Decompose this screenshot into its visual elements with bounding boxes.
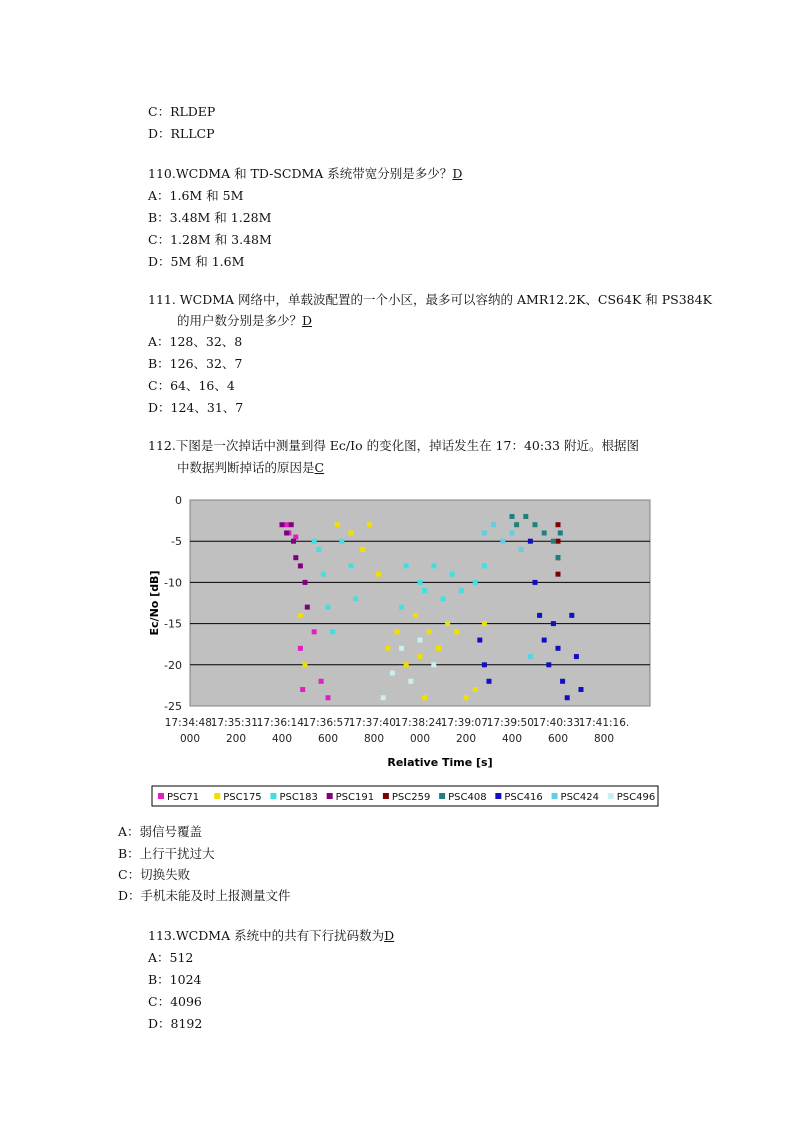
legend-marker [383,793,389,799]
data-point [454,629,459,634]
data-point [565,695,570,700]
x-tick-time-label: 17:39:50. [486,717,538,729]
data-point [510,514,515,519]
x-tick-time-label: 17:41:16. [578,717,630,729]
data-point [482,662,487,667]
data-point [477,638,482,643]
data-point [510,530,515,535]
legend-label: PSC408 [448,792,487,803]
x-tick-time-label: 17:37:40. [348,717,400,729]
legend-label: PSC71 [167,792,200,803]
data-point [280,522,285,527]
data-point [422,695,427,700]
data-point [390,671,395,676]
x-tick-time-label: 17:35:31. [210,717,262,729]
x-tick-number-label: 800 [593,733,615,745]
data-point [491,522,496,527]
data-point [284,530,289,535]
data-point [533,580,538,585]
legend-marker [495,793,501,799]
data-point [519,547,524,552]
data-point [473,687,478,692]
data-point [500,539,505,544]
q111-option-a: A：128、32、8 [148,334,243,349]
q113-option-d: D：8192 [148,1016,203,1031]
x-tick-number-label: 000 [179,733,201,745]
q111-option-c: C：64、16、4 [148,378,235,393]
q110-option-d: D：5M 和 1.6M [148,254,245,269]
data-point [326,695,331,700]
q110-option-b: B：3.48M 和 1.28M [148,210,272,225]
data-point [305,605,310,610]
q112-question-text: 中数据判断掉话的原因是 [177,460,315,475]
data-point [537,613,542,618]
data-point [422,588,427,593]
data-point [556,572,561,577]
data-point [367,522,372,527]
data-point [298,646,303,651]
data-point [431,563,436,568]
data-point [399,605,404,610]
data-point [579,687,584,692]
data-point [441,596,446,601]
q110-option-c: C：1.28M 和 3.48M [148,232,272,247]
x-tick-time-label: 17:39:07. [440,717,492,729]
q109-option-d: D：RLLCP [148,126,215,141]
data-point [330,629,335,634]
data-point [482,621,487,626]
x-tick-number-label: 600 [317,733,339,745]
q109-option-c: C：RLDEP [148,104,216,119]
data-point [551,621,556,626]
x-tick-time-label: 17:34:48. [164,717,216,729]
q113-question-text: 113.WCDMA 系统中的共有下行扰码数为 [148,928,385,943]
data-point [321,572,326,577]
data-point [431,662,436,667]
legend-marker [327,793,333,799]
data-point [445,621,450,626]
q113-answer: D [384,928,395,943]
data-point [289,522,294,527]
data-point [482,563,487,568]
data-point [542,638,547,643]
data-point [319,679,324,684]
x-tick-number-label: 400 [271,733,293,745]
data-point [450,572,455,577]
data-point [312,539,317,544]
q110-answer: D [452,166,463,181]
data-point [482,530,487,535]
legend-marker [270,793,276,799]
data-point [528,654,533,659]
data-point [385,646,390,651]
x-tick-number-label: 600 [547,733,569,745]
data-point [413,613,418,618]
data-point [312,629,317,634]
ecio-chart-svg [140,490,670,820]
data-point [556,522,561,527]
data-point [349,530,354,535]
q111-answer: D [302,313,313,328]
data-point [291,539,296,544]
q112-question-line1: 112.下图是一次掉话中测量到得 Ec/Io 的变化图，掉话发生在 17：40:33 附近。根据图 [148,438,639,453]
data-point [418,580,423,585]
data-point [556,539,561,544]
x-tick-time-label: 17:40:33. [532,717,584,729]
y-tick-label: -25 [164,700,182,713]
q113-option-a: A：512 [148,950,194,965]
data-point [303,662,308,667]
ecio-chart [140,490,670,820]
legend-label: PSC259 [391,792,431,803]
data-point [551,539,556,544]
data-point [436,646,441,651]
data-point [560,679,565,684]
data-point [303,580,308,585]
data-point [404,563,409,568]
q110-question-text: 110.WCDMA 和 TD-SCDMA 系统带宽分别是多少？ [148,166,453,181]
data-point [376,572,381,577]
y-tick-label: -5 [171,535,182,549]
x-tick-time-label: 17:36:14. [256,717,308,729]
q113-question [148,928,394,944]
legend-marker [552,793,558,799]
x-tick-number-label: 000 [409,733,431,745]
data-point [293,555,298,560]
legend-marker [608,793,614,799]
data-point [459,588,464,593]
q110-question [148,166,462,182]
legend-marker [214,793,220,799]
data-point [514,522,519,527]
q112-question-line2 [177,460,324,476]
x-tick-time-label: 17:36:57. [302,717,354,729]
data-point [487,679,492,684]
data-point [556,555,561,560]
data-point [418,638,423,643]
data-point [569,613,574,618]
data-point [546,662,551,667]
q111-question-line1: 111. WCDMA 网络中，单载波配置的一个小区，最多可以容纳的 AMR12.2K、CS64K 和 PS384K [148,292,712,307]
q112-option-d: D：手机未能及时上报测量文件 [118,888,291,903]
x-tick-number-label: 800 [363,733,385,745]
data-point [473,580,478,585]
data-point [300,687,305,692]
data-point [284,522,289,527]
legend-label: PSC496 [616,792,656,803]
legend-label: PSC175 [223,792,262,803]
data-point [360,547,365,552]
q111-option-d: D：124、31、7 [148,400,244,415]
q113-option-b: B：1024 [148,972,202,987]
q110-option-a: A：1.6M 和 5M [148,188,244,203]
data-point [326,605,331,610]
x-axis-title: Relative Time [s] [387,756,493,769]
data-point [408,679,413,684]
data-point [399,646,404,651]
y-tick-label: -10 [164,576,182,590]
data-point [298,563,303,568]
data-point [464,695,469,700]
data-point [523,514,528,519]
q111-option-b: B：126、32、7 [148,356,243,371]
data-point [335,522,340,527]
data-point [298,613,303,618]
y-tick-label: -20 [164,658,182,672]
q113-option-c: C：4096 [148,994,202,1009]
data-point [404,662,409,667]
legend-label: PSC416 [504,792,543,803]
legend-label: PSC424 [560,792,600,803]
x-tick-time-label: 17:38:24. [394,717,446,729]
q112-option-a: A：弱信号覆盖 [118,824,203,839]
q112-option-b: B：上行干扰过大 [118,846,215,861]
y-tick-label: 0 [175,494,182,507]
data-point [316,547,321,552]
y-tick-label: -15 [164,617,182,631]
q111-question-line2 [177,313,312,329]
data-point [427,629,432,634]
data-point [574,654,579,659]
data-point [558,530,563,535]
data-point [395,629,400,634]
data-point [381,695,386,700]
q111-question-text: 的用户数分别是多少？ [177,313,303,328]
data-point [339,539,344,544]
legend-marker [439,793,445,799]
plot-area [190,500,650,706]
legend-label: PSC191 [335,792,375,803]
data-point [533,522,538,527]
data-point [528,539,533,544]
q112-answer: C [314,460,325,475]
x-tick-number-label: 200 [225,733,247,745]
data-point [542,530,547,535]
x-tick-number-label: 400 [501,733,523,745]
data-point [556,646,561,651]
x-tick-number-label: 200 [455,733,477,745]
data-point [349,563,354,568]
data-point [418,654,423,659]
y-axis-title: Ec/No [dB] [148,570,161,636]
q112-option-c: C：切换失败 [118,867,191,882]
legend-marker [158,793,164,799]
data-point [353,596,358,601]
legend-label: PSC183 [279,792,318,803]
